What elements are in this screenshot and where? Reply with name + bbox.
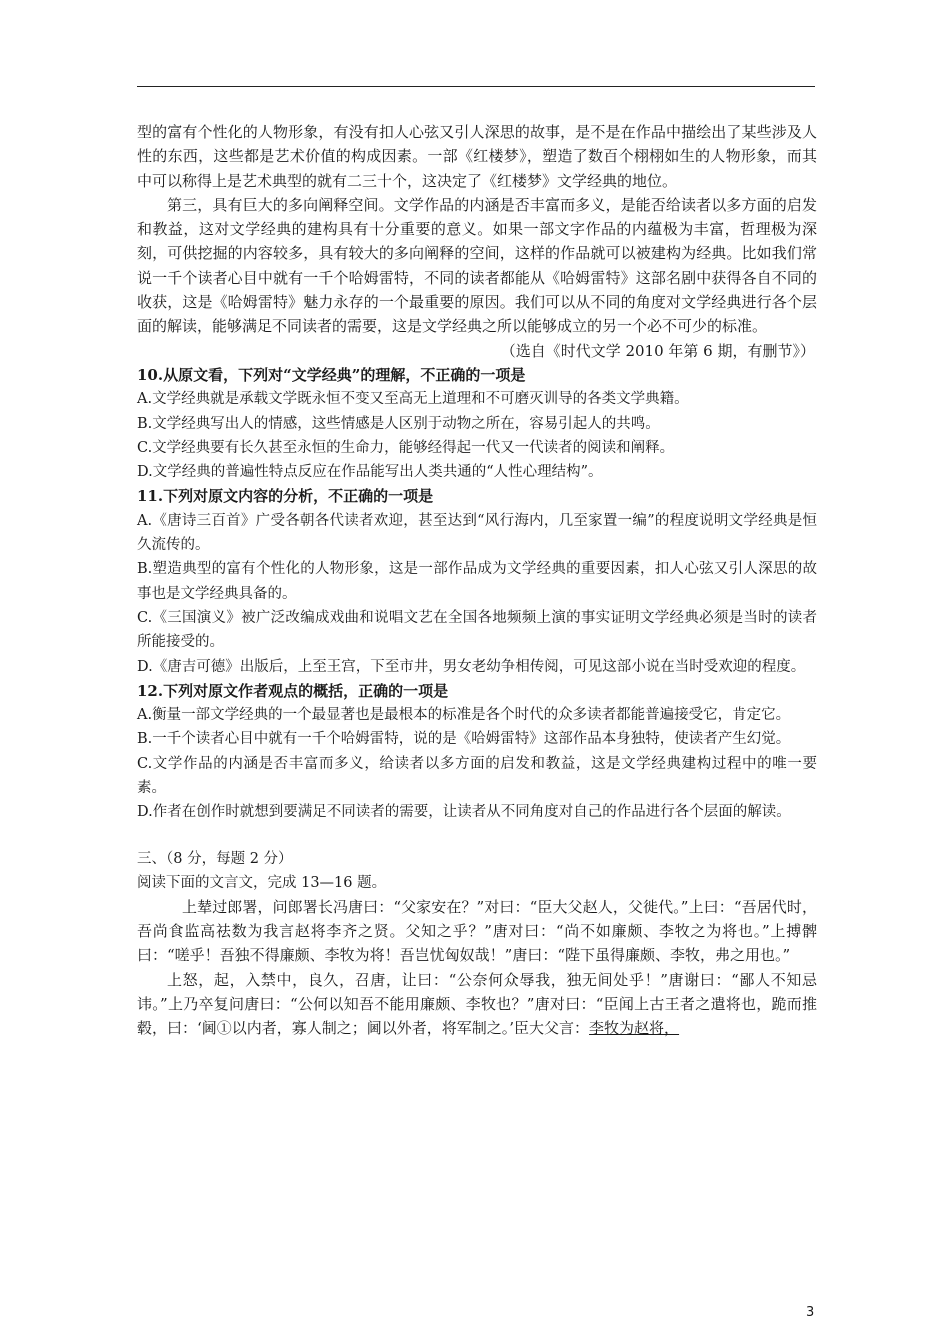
- question-11-option-a: A.《唐诗三百首》广受各朝各代读者欢迎，甚至达到“风行海内，几至家置一编”的程度说明文学经典是恒久流传的。: [137, 512, 817, 554]
- page-content: [137, 120, 817, 1040]
- question-11-option-c: C.《三国演义》被广泛改编成戏曲和说唱文艺在全国各地频频上演的事实证明文学经典必须是当时的读者所能接受的。: [137, 609, 817, 651]
- classical-paragraph-2-text: 上怒，起，入禁中，良久，召唐，让曰：“公奈何众辱我，独无间处乎！”唐谢曰：“鄙人不知忌讳。”上乃卒复问唐曰：“公何以知吾不能用廉颇、李牧也？”唐对曰：“臣闻上古王者之遣将也，跪而推毂，曰：‘阃①以内者，寡人制之；阃以外者，将军制之。’臣大父言：: [137, 970, 817, 1038]
- question-12-option-a: A.衡量一部文学经典的一个最显著也是最根本的标准是各个时代的众多读者都能普遍接受它，肯定它。: [137, 707, 791, 724]
- classical-paragraph-1: 上辇过郎署，问郎署长冯唐曰：“父家安在？”对曰：“臣大父赵人，父徙代。”上曰：“吾居代时，吾尚食监高祛数为我言赵将李齐之贤。父知之乎？”唐对曰：“尚不如廉颇、李牧之为将也。”上搏髀曰：“嗟乎！吾独不得廉颇、李牧为将！吾岂忧匈奴哉！”唐曰：“陛下虽得廉颇、李牧，弗之用也。”: [137, 897, 817, 965]
- question-10-option-d: D.文学经典的普遍性特点反应在作品能写出人类共通的“人性心理结构”。: [137, 464, 603, 481]
- question-11-title: 11.下列对原文内容的分析，不正确的一项是: [137, 487, 434, 506]
- page-number: 3: [806, 1305, 815, 1320]
- question-12-option-c: C.文学作品的内涵是否丰富而多义，给读者以多方面的启发和教益，这是文学经典建构过程中的唯一要素。: [137, 755, 817, 797]
- question-10-option-b: B.文学经典写出人的情感，这些情感是人区别于动物之所在，容易引起人的共鸣。: [137, 415, 660, 432]
- classical-paragraph-2: [137, 968, 817, 1041]
- question-10-option-a: A.文学经典就是承载文学既永恒不变又至高无上道理和不可磨灭训导的各类文学典籍。: [137, 391, 689, 408]
- underlined-phrase: 李牧为赵将，: [589, 1019, 680, 1038]
- section-3-instruction: 阅读下面的文言文，完成 13—16 题。: [137, 874, 387, 891]
- question-11-option-d: D.《唐吉可德》出版后，上至王宫，下至市井，男女老幼争相传阅，可见这部小说在当时受欢迎的程度。: [137, 658, 806, 675]
- header-rule: [137, 86, 815, 87]
- question-10-title: 10.从原文看，下列对“文学经典”的理解，不正确的一项是: [137, 365, 526, 384]
- question-11-option-b: B.塑造典型的富有个性化的人物形象，这是一部作品成为文学经典的重要因素，扣人心弦又引人深思的故事也是文学经典具备的。: [137, 561, 817, 602]
- question-12-option-d: D.作者在创作时就想到要满足不同读者的需要，让读者从不同角度对自己的作品进行各个层面的解读。: [137, 804, 791, 821]
- section-3-heading: 三、（8 分，每题 2 分）: [137, 850, 293, 867]
- passage-paragraph-1: 型的富有个性化的人物形象，有没有扣人心弦又引人深思的故事，是不是在作品中描绘出了某些涉及人性的东西，这些都是艺术价值的构成因素。一部《红楼梦》，塑造了数百个栩栩如生的人物形象，而其中可以称得上是艺术典型的就有二三十个，这决定了《红楼梦》文学经典的地位。: [137, 123, 817, 190]
- question-12-option-b: B.一千个读者心目中就有一千个哈姆雷特，说的是《哈姆雷特》这部作品本身独特，使读者产生幻觉。: [137, 731, 791, 748]
- passage-source: （选自《时代文学 2010 年第 6 期，有删节》）: [500, 341, 815, 360]
- question-10-option-c: C.文学经典要有长久甚至永恒的生命力，能够经得起一代又一代读者的阅读和阐释。: [137, 439, 675, 456]
- question-12-title: 12.下列对原文作者观点的概括，正确的一项是: [137, 681, 449, 700]
- passage-paragraph-2: 第三，具有巨大的多向阐释空间。文学作品的内涵是否丰富而多义，是能否给读者以多方面的启发和教益，这对文学经典的建构具有十分重要的意义。如果一部文字作品的内蕴极为丰富，哲理极为深刻，可供挖掘的内容较多，具有较大的多向阐释的空间，这样的作品就可以被建构为经典。比如我们常说一千个读者心目中就有一千个哈姆雷特，不同的读者都能从《哈姆雷特》这部名剧中获得各自不同的收获，这是《哈姆雷特》魅力永存的一个最重要的原因。我们可以从不同的角度对文学经典进行各个层面的解读，能够满足不同读者的需要，这是文学经典之所以能够成立的另一个必不可少的标准。: [137, 195, 817, 336]
- section-gap: [137, 825, 817, 847]
